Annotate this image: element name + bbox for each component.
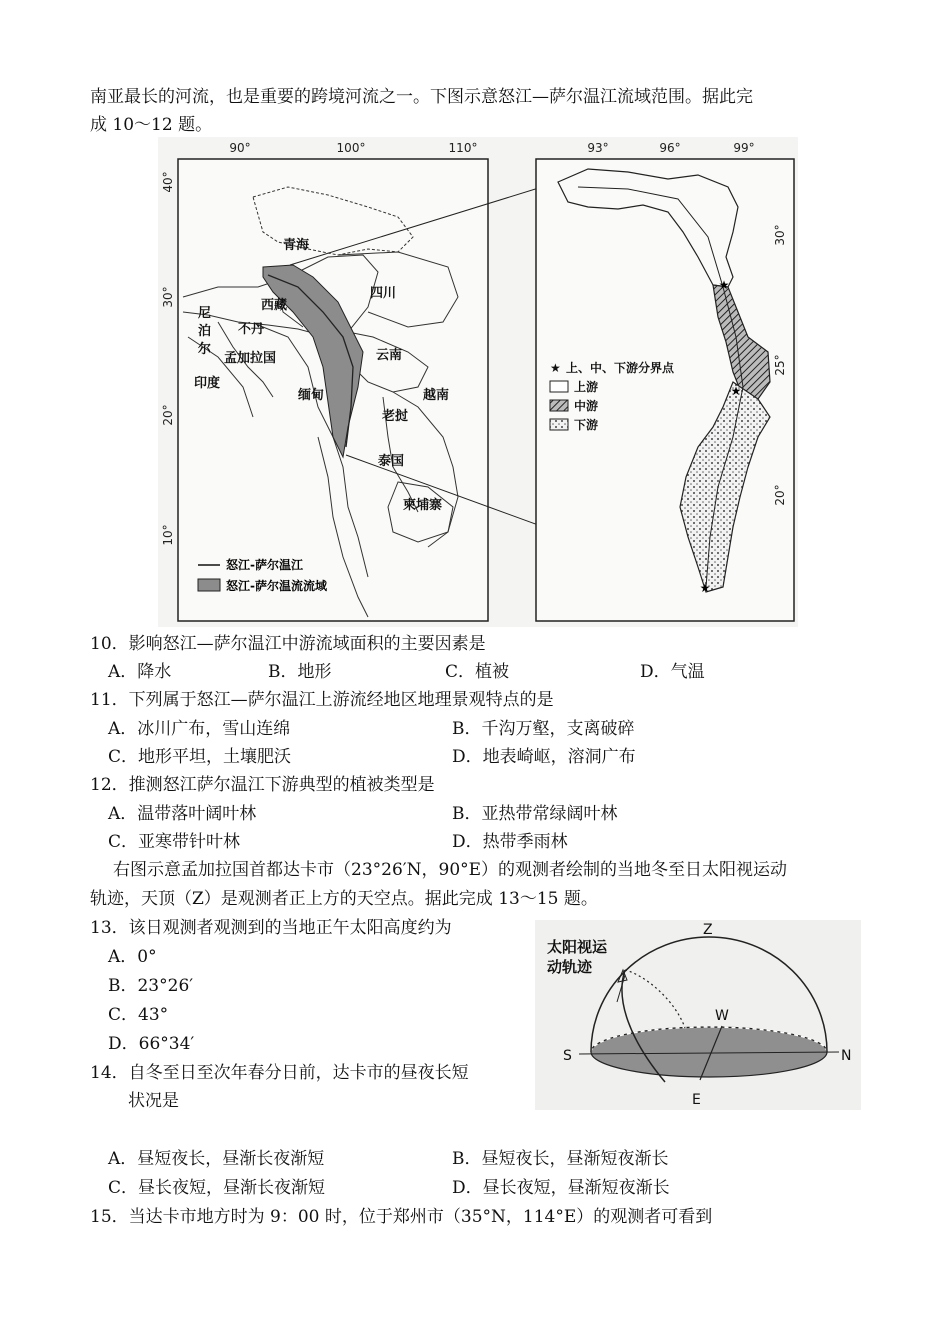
q12-stem: 12．推测怒江萨尔温江下游典型的植被类型是: [90, 775, 435, 795]
rlat-tick-25: 25°: [773, 354, 787, 376]
label-nepal-1: 尼: [198, 306, 212, 321]
label-laos: 老挝: [382, 409, 409, 424]
east-label: E: [692, 1092, 701, 1108]
q10-option-c: C．植被: [445, 662, 510, 682]
legend-middle-swatch: [550, 400, 568, 411]
legend-star-icon: ★: [550, 361, 561, 375]
label-india: 印度: [194, 376, 221, 391]
label-qinghai: 青海: [283, 238, 310, 253]
intro-line-2: 成 10～12 题。: [90, 115, 213, 135]
legend-upper-label: 上游: [574, 380, 599, 394]
q14-stem-2: 状况是: [128, 1091, 179, 1111]
q13-option-c: C．43°: [108, 1005, 169, 1025]
q10-option-b: B．地形: [268, 662, 332, 682]
q14-option-b: B．昼短夜长，昼渐短夜渐长: [452, 1149, 669, 1169]
label-bangladesh: 孟加拉国: [224, 351, 277, 366]
lon-tick-110: 110°: [448, 141, 478, 155]
q13-option-a: A．0°: [108, 947, 157, 967]
intro2-line-2: 轨迹，天顶（Z）是观测者正上方的天空点。据此完成 13～15 题。: [90, 889, 598, 909]
intro2-line-1: 右图示意孟加拉国首都达卡市（23°26′N，90°E）的观测者绘制的当地冬至日太阳视运动: [113, 860, 788, 880]
q14-option-a: A．昼短夜长，昼渐长夜渐短: [108, 1149, 325, 1169]
boundary-star-2: ★: [730, 384, 742, 398]
q11-option-b: B．千沟万壑，支离破碎: [452, 719, 635, 739]
boundary-star-3: ★: [699, 581, 711, 595]
zenith-label: Z: [703, 922, 713, 938]
label-sichuan: 四川: [370, 286, 397, 301]
south-label: S: [563, 1048, 572, 1064]
q12-option-b: B．亚热带常绿阔叶林: [452, 804, 618, 824]
label-xizang: 西藏: [261, 298, 288, 313]
q11-option-d: D．地表崎岖，溶洞广布: [452, 747, 636, 767]
q12-option-c: C．亚寒带针叶林: [108, 832, 241, 852]
q13-stem: 13．该日观测者观测到的当地正午太阳高度约为: [90, 918, 452, 938]
legend-boundary-label: 上、中、下游分界点: [566, 361, 675, 375]
lat-tick-40: 40°: [161, 171, 175, 193]
q12-option-d: D．热带季雨林: [452, 832, 568, 852]
q11-option-c: C．地形平坦，土壤肥沃: [108, 747, 292, 767]
salween-basin-map: [158, 137, 798, 627]
lat-tick-20: 20°: [161, 404, 175, 426]
sun-path-title-1: 太阳视运: [547, 938, 608, 956]
label-yunnan: 云南: [376, 348, 403, 363]
lon-tick-100: 100°: [336, 141, 366, 155]
legend-lower-label: 下游: [574, 418, 599, 432]
label-bhutan: 不丹: [238, 322, 265, 337]
rlon-tick-99: 99°: [733, 141, 755, 155]
legend-river-label: 怒江-萨尔温江: [226, 558, 303, 572]
q10-option-d: D．气温: [640, 662, 705, 682]
west-label: W: [715, 1008, 729, 1024]
rlat-tick-20: 20°: [773, 484, 787, 506]
label-nepal-2: 泊: [198, 324, 212, 339]
q14-stem-1: 14．自冬至日至次年春分日前，达卡市的昼夜长短: [90, 1063, 469, 1083]
q15-stem: 15．当达卡市地方时为 9：00 时，位于郑州市（35°N，114°E）的观测者可看到: [90, 1207, 713, 1227]
q12-option-a: A．温带落叶阔叶林: [108, 804, 257, 824]
intro-line-1: 南亚最长的河流，也是重要的跨境河流之一。下图示意怒江—萨尔温江流域范围。据此完: [90, 87, 753, 107]
boundary-star-1: ★: [718, 278, 730, 292]
sun-path-title-2: 动轨迹: [547, 958, 593, 976]
label-vietnam: 越南: [423, 388, 450, 403]
q13-option-d: D．66°34′: [108, 1034, 195, 1054]
q14-option-c: C．昼长夜短，昼渐长夜渐短: [108, 1178, 326, 1198]
q10-option-a: A．降水: [108, 662, 172, 682]
q14-option-d: D．昼长夜短，昼渐短夜渐长: [452, 1178, 670, 1198]
lon-tick-90: 90°: [229, 141, 251, 155]
legend-basin-swatch: [198, 579, 220, 591]
q10-stem: 10．影响怒江—萨尔温江中游流域面积的主要因素是: [90, 634, 486, 654]
lat-tick-30: 30°: [161, 286, 175, 308]
label-myanmar: 缅甸: [298, 388, 325, 403]
label-thailand: 泰国: [378, 454, 405, 469]
rlon-tick-96: 96°: [659, 141, 681, 155]
q11-option-a: A．冰川广布，雪山连绵: [108, 719, 291, 739]
legend-lower-swatch: [550, 419, 568, 430]
label-cambodia: 柬埔寨: [403, 498, 443, 513]
legend-basin-label: 怒江-萨尔温流流域: [226, 579, 327, 593]
sun-path-figure: [535, 920, 861, 1110]
north-label: N: [841, 1048, 852, 1064]
q13-option-b: B．23°26′: [108, 976, 194, 996]
lat-tick-10: 10°: [161, 524, 175, 546]
rlon-tick-93: 93°: [587, 141, 609, 155]
legend-upper-swatch: [550, 381, 568, 392]
rlat-tick-30: 30°: [773, 224, 787, 246]
label-nepal-3: 尔: [198, 342, 212, 357]
q11-stem: 11．下列属于怒江—萨尔温江上游流经地区地理景观特点的是: [90, 690, 554, 710]
legend-middle-label: 中游: [574, 399, 599, 413]
